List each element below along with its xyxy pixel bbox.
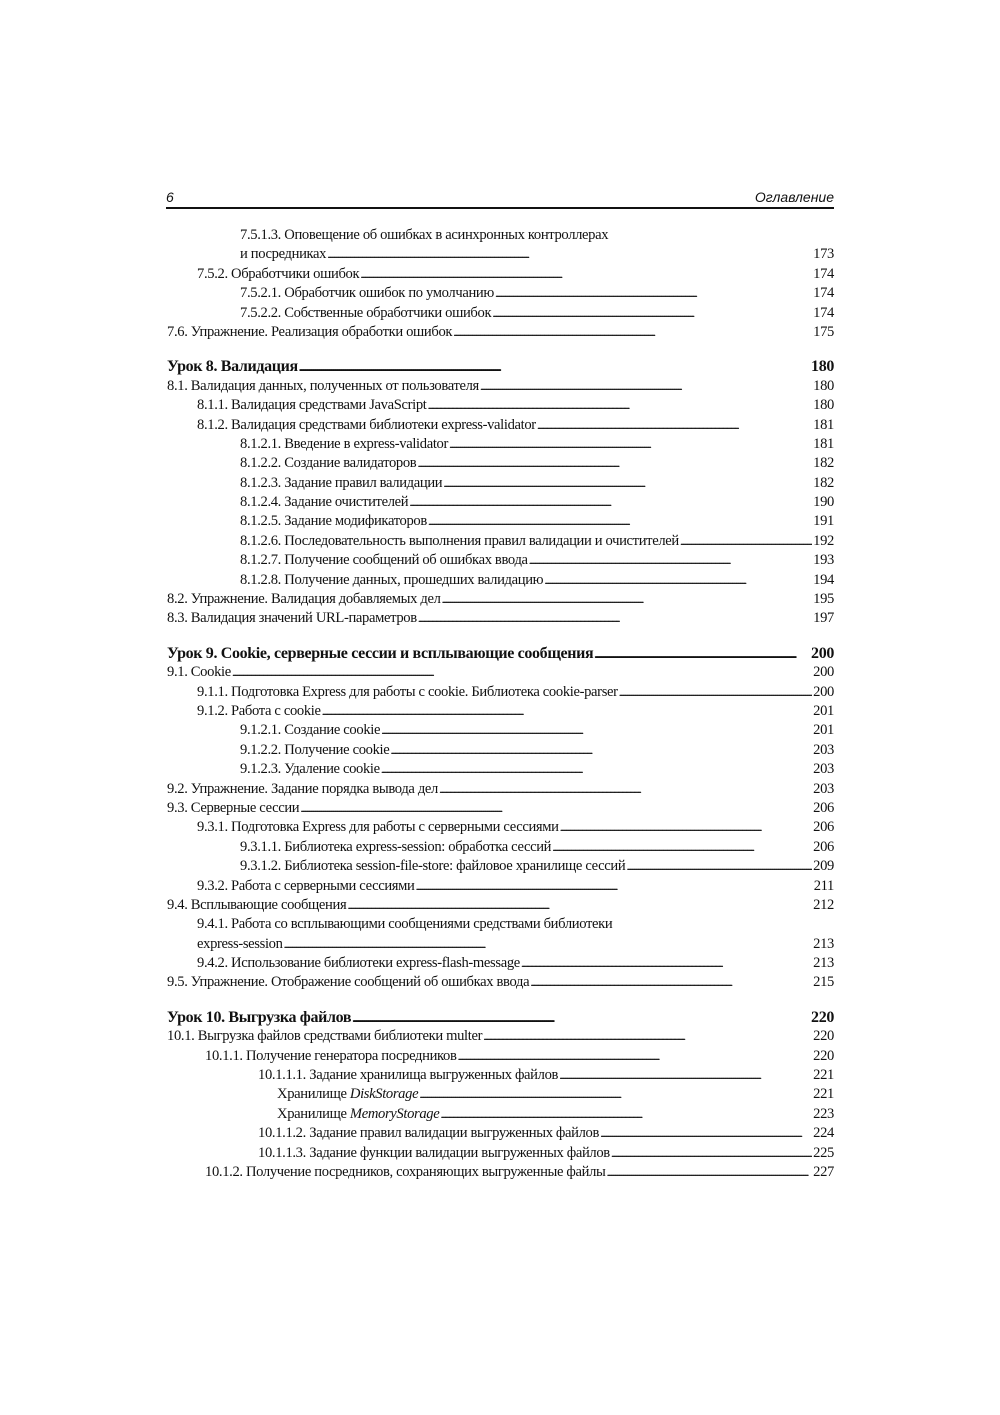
entry-title-text: Хранилище (277, 1105, 350, 1122)
entry-title (240, 284, 494, 303)
entry-title (240, 474, 442, 493)
entry-title-text: 9.3. Серверные сессии (167, 799, 300, 816)
entry-title-text: 9.1. Cookie (167, 664, 231, 681)
entry-page-number: 220 (813, 1047, 834, 1064)
entry-title-text: 10.1. Выгрузка файлов средствами библиотеки multer (167, 1028, 483, 1045)
entry-page-number: 211 (813, 877, 834, 894)
dot-leader (458, 1047, 813, 1066)
entry-title-text: 8.1.2.1. Введение в express-validator (240, 435, 448, 452)
entry-title (197, 935, 283, 954)
entry-title (197, 265, 359, 284)
entry-title (240, 512, 427, 531)
toc-entry (167, 1027, 834, 1046)
toc-entry (167, 1144, 834, 1163)
dot-leader (530, 973, 812, 992)
toc-entry (167, 454, 834, 473)
toc-entry (167, 304, 834, 323)
toc-entry (167, 590, 834, 609)
toc-entry (167, 702, 834, 721)
entry-title (197, 702, 321, 721)
running-title: Оглавление (754, 189, 834, 205)
entry-title-text: 7.5.2. Обработчики ошибок (197, 265, 360, 282)
entry-title (240, 760, 380, 779)
toc-entry (167, 973, 834, 992)
entry-title-text: 8.1.2. Валидация средствами библиотеки express-validator (197, 416, 536, 433)
entry-title (167, 644, 593, 663)
entry-page-number: 200 (813, 683, 834, 700)
dot-leader (607, 1163, 813, 1182)
entry-title (167, 663, 231, 682)
entry-title-text: 9.4. Всплывающие сообщения (167, 896, 347, 913)
entry-title-text: 8.1.2.7. Получение сообщений об ошибках ввода (240, 552, 528, 569)
dot-leader (529, 551, 813, 570)
entry-title-text: 8.1.2.4. Задание очистителей (240, 494, 409, 511)
dot-leader (439, 780, 812, 799)
entry-title (240, 857, 625, 876)
toc-entry (167, 760, 834, 779)
dot-leader (416, 877, 813, 896)
running-header (166, 187, 834, 209)
entry-page-number: 192 (813, 532, 834, 549)
entry-title (258, 1144, 610, 1163)
entry-title (167, 357, 298, 376)
entry-title-text: 8.1.2.8. Получение данных, прошедших валидацию (240, 571, 544, 588)
toc-entry (167, 799, 834, 818)
entry-title-text: express-session (197, 935, 283, 952)
entry-title-text: 8.1.2.5. Задание модификаторов (240, 513, 427, 530)
toc-entry (167, 663, 834, 682)
entry-title-text: 8.1.2.2. Создание валидаторов (240, 455, 417, 472)
entry-title (167, 590, 441, 609)
toc-entry (167, 1066, 834, 1085)
entry-page-number: 174 (813, 285, 834, 302)
dot-leader (347, 896, 812, 915)
toc-chapter-entry (167, 644, 834, 663)
toc-entry (167, 245, 834, 264)
entry-title-text: 9.1.2. Работа с cookie (197, 702, 321, 719)
toc-entry (167, 493, 834, 512)
entry-page-number: 180 (813, 377, 834, 394)
toc-entry (167, 954, 834, 973)
entry-title-text: 9.1.1. Подготовка Express для работы с cookie. Библиотека cookie-parser (197, 683, 618, 700)
entry-page-number: 213 (813, 935, 834, 952)
entry-title (258, 1124, 599, 1143)
entry-page-number: 201 (813, 722, 834, 739)
entry-title (240, 551, 528, 570)
entry-title-text: 7.5.2.2. Собственные обработчики ошибок (240, 304, 492, 321)
entry-title (240, 721, 380, 740)
entry-title-text: 8.1.2.6. Последовательность выполнения правил валидации и очистителей (240, 532, 679, 549)
entry-title (240, 304, 491, 323)
entry-page-number: 223 (813, 1105, 834, 1122)
entry-title (277, 1085, 418, 1104)
toc-entry (167, 683, 834, 702)
toc-entry (167, 1163, 834, 1182)
toc-entry (167, 551, 834, 570)
toc-entry (167, 226, 834, 245)
toc-entry (167, 377, 834, 396)
dot-leader (611, 1144, 812, 1163)
entry-page-number: 182 (813, 474, 834, 491)
dot-leader (453, 323, 812, 342)
entry-page-number: 181 (813, 435, 834, 452)
toc-entry (167, 877, 834, 896)
entry-title-italic: MemoryStorage (349, 1105, 440, 1122)
dot-leader (552, 838, 812, 857)
entry-title (240, 741, 389, 760)
entry-title-text: Хранилище (277, 1086, 350, 1103)
dot-leader (680, 532, 812, 551)
dot-leader (381, 760, 812, 779)
toc-entry (167, 609, 834, 628)
entry-title-text: 9.1.2.3. Удаление cookie (240, 761, 380, 778)
dot-leader (419, 1085, 812, 1104)
toc-entry (167, 323, 834, 342)
toc-entry (167, 780, 834, 799)
entry-page-number: 174 (813, 265, 834, 282)
toc-entry (167, 1047, 834, 1066)
entry-title (167, 896, 346, 915)
entry-title-text: 10.1.2. Получение посредников, сохраняющих выгруженные файлы (205, 1163, 606, 1180)
dot-leader (322, 702, 813, 721)
entry-page-number: 221 (813, 1086, 834, 1103)
toc-entry (167, 1085, 834, 1104)
entry-title (240, 493, 408, 512)
entry-title (167, 609, 417, 628)
entry-title (240, 245, 326, 264)
entry-title-text: 8.1.2.3. Задание правил валидации (240, 474, 443, 491)
dot-leader (537, 416, 812, 435)
toc-entry (167, 435, 834, 454)
entry-title-text: 9.3.1.1. Библиотека express-session: обработка сессий (240, 838, 552, 855)
toc-entry (167, 838, 834, 857)
entry-title-text: 10.1.1.3. Задание функции валидации выгруженных файлов (258, 1144, 610, 1161)
entry-title (197, 954, 520, 973)
entry-title-text: 10.1.1.2. Задание правил валидации выгруженных файлов (258, 1125, 600, 1142)
toc-entry (167, 721, 834, 740)
page-number: 6 (166, 189, 174, 205)
entry-page-number: 182 (813, 455, 834, 472)
toc-entry (167, 896, 834, 915)
dot-leader (483, 1027, 812, 1046)
entry-page-number: 206 (813, 819, 834, 836)
entry-title-text: 9.4.2. Использование библиотеки express-flash-message (197, 955, 520, 972)
entry-title-text: 8.2. Упражнение. Валидация добавляемых дел (167, 591, 441, 608)
entry-title-text: 9.4.1. Работа со всплывающими сообщениями средствами библиотеки (197, 916, 613, 933)
entry-title-text: 9.1.2.1. Создание cookie (240, 722, 381, 739)
dot-leader (442, 590, 813, 609)
dot-leader (521, 954, 812, 973)
dot-leader (619, 683, 812, 702)
entry-title (167, 973, 529, 992)
toc-entry (167, 396, 834, 415)
dot-leader (381, 721, 812, 740)
entry-page-number: 203 (813, 741, 834, 758)
toc-entry (167, 532, 834, 551)
entry-title-text: 8.1. Валидация данных, полученных от пользователя (167, 377, 479, 394)
entry-title (240, 532, 679, 551)
entry-page-number: 224 (813, 1125, 834, 1142)
entry-title-text: 9.1.2.2. Получение cookie (240, 741, 390, 758)
entry-page-number: 212 (813, 896, 834, 913)
entry-page-number: 220 (811, 1008, 834, 1026)
entry-title-text: 7.5.1.3. Оповещение об ошибках в асинхронных контроллерах (240, 227, 609, 243)
entry-title (197, 396, 427, 415)
dot-leader (417, 454, 812, 473)
entry-title-text: 9.3.2. Работа с серверными сессиями (197, 877, 415, 894)
toc-entry (167, 915, 834, 934)
entry-title-text: 9.2. Упражнение. Задание порядка вывода дел (167, 780, 438, 797)
dot-leader (232, 663, 812, 682)
entry-page-number: 227 (813, 1163, 834, 1180)
dot-leader (443, 474, 812, 493)
entry-page-number: 206 (813, 799, 834, 816)
entry-title-text: 9.3.1.2. Библиотека session-file-store: файловое хранилище сессий (240, 858, 626, 875)
toc-entry (167, 474, 834, 493)
entry-title-text: 8.1.1. Валидация средствами JavaScript (197, 397, 427, 414)
entry-title-text: 10.1.1.1. Задание хранилища выгруженных файлов (258, 1067, 559, 1084)
entry-page-number: 203 (813, 761, 834, 778)
dot-leader (428, 396, 813, 415)
entry-title (197, 915, 612, 934)
dot-leader (600, 1124, 812, 1143)
dot-leader (492, 304, 812, 323)
dot-leader (428, 512, 812, 531)
toc-entry (167, 857, 834, 876)
entry-title (167, 1027, 482, 1046)
toc-entry (167, 1105, 834, 1124)
entry-page-number: 209 (813, 858, 834, 875)
table-of-contents (167, 226, 834, 1182)
dot-leader (559, 1066, 812, 1085)
entry-title-text: Урок 9. Cookie, серверные сессии и всплывающие сообщения (167, 644, 594, 662)
dot-leader (560, 818, 813, 837)
entry-page-number: 195 (813, 591, 834, 608)
entry-title-text: 9.3.1. Подготовка Express для работы с серверными сессиями (197, 819, 559, 836)
entry-page-number: 203 (813, 780, 834, 797)
dot-leader (495, 284, 812, 303)
entry-title (240, 571, 543, 590)
entry-title-text: Урок 10. Выгрузка файлов (167, 1008, 352, 1026)
entry-title-text: Урок 8. Валидация (167, 358, 298, 376)
entry-title-text: 10.1.1. Получение генератора посредников (205, 1047, 457, 1064)
entry-page-number: 173 (813, 246, 834, 263)
dot-leader (299, 357, 810, 377)
dot-leader (300, 799, 812, 818)
entry-title (167, 377, 479, 396)
dot-leader (390, 741, 812, 760)
entry-page-number: 221 (813, 1067, 834, 1084)
dot-leader (480, 377, 812, 396)
toc-entry (167, 512, 834, 531)
toc-entry (167, 935, 834, 954)
entry-page-number: 193 (813, 552, 834, 569)
entry-page-number: 197 (813, 610, 834, 627)
entry-title (197, 877, 415, 896)
entry-page-number: 200 (811, 644, 834, 662)
entry-page-number: 194 (813, 571, 834, 588)
entry-title (277, 1105, 439, 1124)
entry-page-number: 213 (813, 955, 834, 972)
entry-page-number: 220 (813, 1028, 834, 1045)
entry-title (197, 818, 559, 837)
toc-entry (167, 284, 834, 303)
entry-page-number: 190 (813, 494, 834, 511)
entry-title (240, 454, 416, 473)
dot-leader (360, 265, 812, 284)
entry-title-text: и посредниках (240, 246, 327, 263)
entry-page-number: 180 (811, 358, 834, 376)
entry-title (197, 416, 536, 435)
dot-leader (352, 1008, 810, 1028)
entry-title (197, 683, 618, 702)
entry-page-number: 174 (813, 304, 834, 321)
entry-title-text: 8.3. Валидация значений URL-параметров (167, 610, 417, 627)
dot-leader (544, 571, 812, 590)
entry-title (167, 799, 299, 818)
dot-leader (284, 935, 813, 954)
entry-title (167, 323, 452, 342)
entry-title (240, 838, 551, 857)
entry-page-number: 191 (813, 513, 834, 530)
entry-page-number: 215 (813, 974, 834, 991)
entry-title (167, 1008, 351, 1027)
entry-page-number: 201 (813, 702, 834, 719)
entry-title-text: 7.5.2.1. Обработчик ошибок по умолчанию (240, 285, 494, 302)
dot-leader (626, 857, 812, 876)
entry-title-text: 9.5. Упражнение. Отображение сообщений об ошибках ввода (167, 974, 530, 991)
dot-leader (440, 1105, 812, 1124)
entry-page-number: 206 (813, 838, 834, 855)
entry-title-text: 7.6. Упражнение. Реализация обработки ошибок (167, 323, 453, 340)
dot-leader (594, 644, 810, 664)
toc-entry (167, 571, 834, 590)
entry-title (167, 780, 438, 799)
entry-title (205, 1163, 606, 1182)
toc-entry (167, 818, 834, 837)
dot-leader (409, 493, 812, 512)
entry-title (205, 1047, 457, 1066)
toc-entry (167, 741, 834, 760)
entry-page-number: 181 (813, 416, 834, 433)
dot-leader (449, 435, 812, 454)
entry-title (258, 1066, 558, 1085)
entry-title (240, 226, 608, 245)
dot-leader (418, 609, 812, 628)
entry-page-number: 200 (813, 664, 834, 681)
dot-leader (327, 245, 812, 264)
entry-page-number: 225 (813, 1144, 834, 1161)
entry-title (240, 435, 448, 454)
toc-entry (167, 416, 834, 435)
entry-title-italic: DiskStorage (349, 1086, 419, 1103)
entry-page-number: 175 (813, 323, 834, 340)
entry-page-number: 180 (813, 397, 834, 414)
toc-entry (167, 265, 834, 284)
toc-entry (167, 1124, 834, 1143)
toc-chapter-entry (167, 1008, 834, 1027)
toc-chapter-entry (167, 357, 834, 376)
